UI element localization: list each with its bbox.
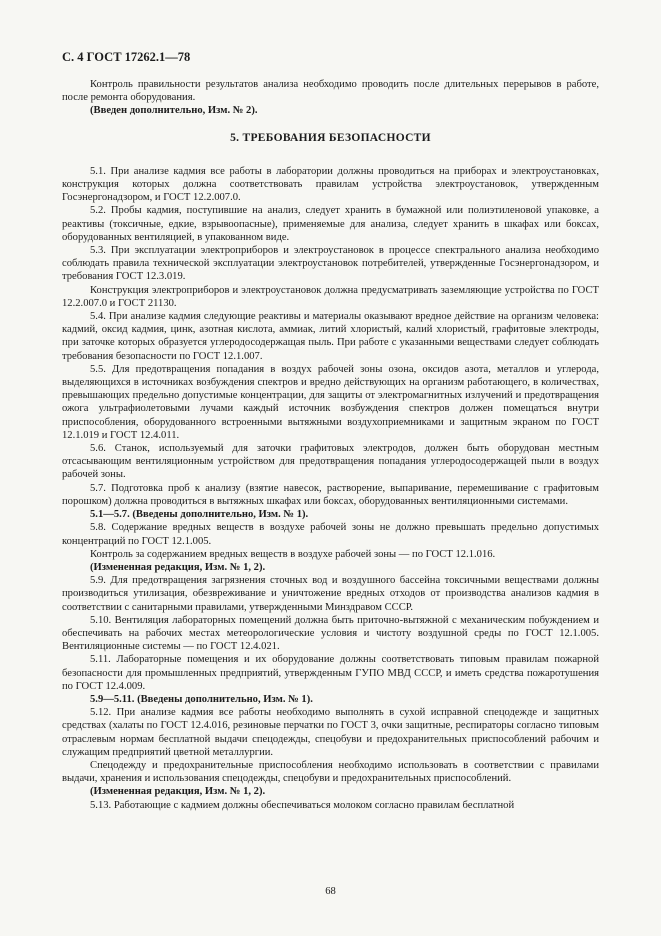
- amendment-note: 5.1—5.7. (Введены дополнительно, Изм. № 1).: [90, 509, 309, 521]
- paragraph: 5.7. Подготовка проб к анализу (взятие навесок, растворение, выпаривание, перемешивание с графитовым порошком) должна проводиться в вытяжных шкафах или боксах, оборудованных вентиляционными системами.: [62, 482, 599, 507]
- paragraph: 5.10. Вентиляция лабораторных помещений должна быть приточно-вытяжной с механическим побуждением и обеспечивать на рабочих местах метеорологические условия и чистоту воздушной среды по ГОСТ 12.1.005. Вентиляционные системы — по ГОСТ 12.4.021.: [62, 614, 599, 653]
- paragraph: 5.5. Для предотвращения попадания в воздух рабочей зоны озона, оксидов азота, металлов и углерода, выделяющихся в источниках возбуждения спектров и вредно действующих на организм работающего, в количествах, превышающих предельно допустимые концентрации, для защиты от электромагнитных излучений и предотвращения ожога ультрафиолетовыми лучами каждый источник возбуждения спектров должен помещаться внутри приспособления, оборудованного встроенными вытяжными воздухоприемниками и защитным экраном по ГОСТ 12.1.019 и ГОСТ 12.4.011.: [62, 363, 599, 441]
- paragraph: 5.6. Станок, используемый для заточки графитовых электродов, должен быть оборудован местным отсасывающим вентиляционным устройством для предотвращения попадания углеродосодержащей пыли в воздух рабочей зоны.: [62, 443, 599, 481]
- paragraph: 5.4. При анализе кадмия следующие реактивы и материалы оказывают вредное действие на организм человека: кадмий, оксид кадмия, цинк, азотная кислота, аммиак, литий хлористый, калий хлористый, графитовые электроды, при заточке которых образуется углеродосодержащая пыль. При работе с указанными веществами следует соблюдать требования безопасности по ГОСТ 12.1.007.: [62, 311, 599, 362]
- amendment-note: (Введен дополнительно, Изм. № 2).: [90, 105, 258, 117]
- paragraph: 5.8. Содержание вредных веществ в воздухе рабочей зоны не должно превышать предельно допустимых концентраций по ГОСТ 12.1.005.: [62, 522, 599, 547]
- paragraph: 5.1. При анализе кадмия все работы в лаборатории должны проводиться на приборах и электроустановках, конструкция которых должна соответствовать правилам устройства электроустановок, утвержденным Госэнергонадзором, и ГОСТ 12.2.007.0.: [62, 165, 599, 204]
- paragraph: Контроль за содержанием вредных веществ в воздухе рабочей зоны — по ГОСТ 12.1.016.: [90, 548, 496, 560]
- section-heading: 5. ТРЕБОВАНИЯ БЕЗОПАСНОСТИ: [230, 131, 431, 144]
- page-number: 68: [325, 886, 336, 897]
- amendment-note: (Измененная редакция, Изм. № 1, 2).: [90, 786, 266, 798]
- paragraph: Конструкция электроприборов и электроустановок должна предусматривать заземляющие устройства по ГОСТ 12.2.007.0 и ГОСТ 21130.: [62, 284, 599, 309]
- paragraph: Контроль правильности результатов анализа необходимо проводить после длительных перерывов в работе, после ремонта оборудования.: [62, 79, 599, 104]
- paragraph: 5.13. Работающие с кадмием должны обеспечиваться молоком согласно правилам бесплатной: [90, 799, 515, 811]
- amendment-note: (Измененная редакция, Изм. № 1, 2).: [90, 561, 266, 573]
- amendment-note: 5.9—5.11. (Введены дополнительно, Изм. № 1).: [90, 693, 313, 705]
- paragraph: 5.2. Пробы кадмия, поступившие на анализ, следует хранить в бумажной или полиэтиленовой упаковке, а реактивы (токсичные, едкие, взрывоопасные), применяемые для анализа, следует хранить в шкафах или боксах, оборудованных вентиляцией, в упакованном виде.: [62, 205, 599, 243]
- paragraph: 5.11. Лабораторные помещения и их оборудование должны соответствовать типовым правилам пожарной безопасности для промышленных предприятий, утвержденным ГУПО МВД СССР, и иметь средства пожаротушения по ГОСТ 12.4.009.: [62, 654, 599, 692]
- paragraph: 5.3. При эксплуатации электроприборов и электроустановок в процессе спектрального анализа необходимо соблюдать правила технической эксплуатации электроустановок потребителей, утвержденные Госэнергонадзором, и требования ГОСТ 12.3.019.: [62, 245, 599, 283]
- page-header: С. 4 ГОСТ 17262.1—78: [62, 50, 191, 64]
- paragraph: 5.12. При анализе кадмия все работы необходимо выполнять в сухой исправной спецодежде и защитных средствах (халаты по ГОСТ 12.4.016, резиновые перчатки по ГОСТ 3, очки защитные, респираторы согласно типовым отраслевым нормам бесплатной выдачи спецодежды, спецобуви и предохранительных приспособлений рабочим и служащим предприятий цветной металлургии.: [62, 707, 599, 758]
- paragraph: 5.9. Для предотвращения загрязнения сточных вод и воздушного бассейна токсичными веществами должны производиться утилизация, обезвреживание и уничтожение вредных отходов от производства анализов кадмия в соответствии с санитарными правилами, утвержденными Минздравом СССР.: [62, 575, 599, 613]
- paragraph: Спецодежду и предохранительные приспособления необходимо использовать в соответствии с правилами выдачи, хранения и использования спецодежды, спецобуви и предохранительных приспособлений.: [62, 759, 599, 785]
- document-body: [62, 78, 599, 812]
